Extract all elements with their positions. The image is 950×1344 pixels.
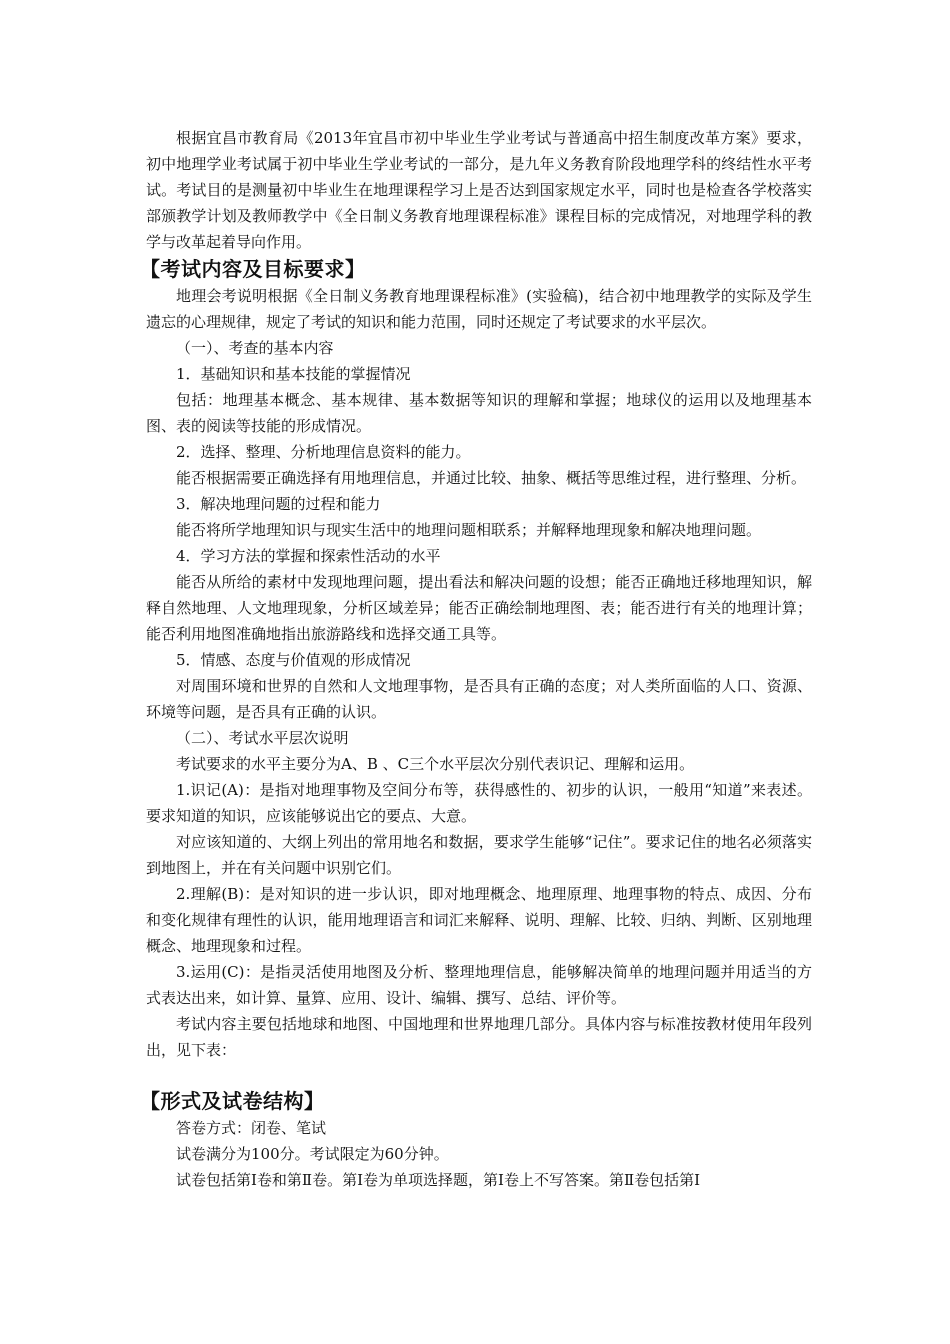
paragraph: 考试要求的水平主要分为A、B 、C三个水平层次分别代表识记、理解和运用。 [176, 755, 695, 773]
paragraph: 考试内容主要包括地球和地图、中国地理和世界地理几部分。具体内容与标准按教材使用年段列出，见下表： [146, 1015, 812, 1059]
paragraph: 对周围环境和世界的自然和人文地理事物，是否具有正确的态度；对人类所面临的人口、资源、环境等问题，是否具有正确的认识。 [146, 677, 812, 721]
paragraph: 3.运用(C)：是指灵活使用地图及分析、整理地理信息，能够解决简单的地理问题并用适当的方式表达出来，如计算、量算、应用、设计、编辑、撰写、总结、评价等。 [146, 963, 812, 1007]
item-title: 2．选择、整理、分析地理信息资料的能力。 [176, 443, 471, 461]
paragraph: 能否从所给的素材中发现地理问题，提出看法和解决问题的设想；能否正确地迁移地理知识，解释自然地理、人文地理现象，分析区域差异；能否正确绘制地理图、表；能否进行有关的地理计算；能否利用地图准确地指出旅游路线和选择交通工具等。 [146, 573, 812, 643]
paragraph: 对应该知道的、大纲上列出的常用地名和数据，要求学生能够“记住”。要求记住的地名必须落实到地图上，并在有关问题中识别它们。 [146, 833, 812, 877]
subsection-title: （一）、考查的基本内容 [176, 339, 334, 357]
item-title: 1．基础知识和基本技能的掌握情况 [176, 365, 411, 383]
paragraph: 试卷包括第Ⅰ卷和第Ⅱ卷。第Ⅰ卷为单项选择题，第Ⅰ卷上不写答案。第Ⅱ卷包括第Ⅰ [176, 1171, 701, 1189]
paragraph: 地理会考说明根据《全日制义务教育地理课程标准》(实验稿)，结合初中地理教学的实际及学生遗忘的心理规律，规定了考试的知识和能力范围，同时还规定了考试要求的水平层次。 [146, 287, 812, 331]
paragraph: 试卷满分为100分。考试限定为60分钟。 [176, 1145, 449, 1163]
paragraph: 包括：地理基本概念、基本规律、基本数据等知识的理解和掌握；地球仪的运用以及地理基本图、表的阅读等技能的形成情况。 [146, 391, 812, 435]
paragraph: 答卷方式：闭卷、笔试 [176, 1119, 327, 1137]
subsection-title: （二）、考试水平层次说明 [176, 729, 349, 747]
intro-paragraph: 根据宜昌市教育局《2013年宜昌市初中毕业生学业考试与普通高中招生制度改革方案》要求，初中地理学业考试属于初中毕业生学业考试的一部分，是九年义务教育阶段地理学科的终结性水平考试。考试目的是测量初中毕业生在地理课程学习上是否达到国家规定水平，同时也是检查各学校落实部颁教学计划及教师教学中《全日制义务教育地理课程标准》课程目标的完成情况，对地理学科的教学与改革起着导向作用。 [146, 129, 812, 251]
paragraph: 2.理解(B)：是对知识的进一步认识，即对地理概念、地理原理、地理事物的特点、成因、分布和变化规律有理性的认识，能用地理语言和词汇来解释、说明、理解、比较、归纳、判断、区别地理概念、地理现象和过程。 [146, 885, 812, 955]
item-title: 4．学习方法的掌握和探索性活动的水平 [176, 547, 441, 565]
section-heading-structure: 【形式及试卷结构】 [140, 1089, 325, 1113]
spacer [146, 1063, 812, 1087]
paragraph: 1.识记(A)：是指对地理事物及空间分布等，获得感性的、初步的认识，一般用“知道”来表述。要求知道的知识，应该能够说出它的要点、大意。 [146, 781, 812, 825]
item-title: 5．情感、态度与价值观的形成情况 [176, 651, 411, 669]
paragraph: 能否将所学地理知识与现实生活中的地理问题相联系；并解释地理现象和解决地理问题。 [176, 521, 762, 539]
document-body [140, 125, 812, 1193]
item-title: 3．解决地理问题的过程和能力 [176, 495, 381, 513]
section-heading-content: 【考试内容及目标要求】 [140, 257, 366, 281]
paragraph: 能否根据需要正确选择有用地理信息，并通过比较、抽象、概括等思维过程，进行整理、分析。 [176, 469, 807, 487]
